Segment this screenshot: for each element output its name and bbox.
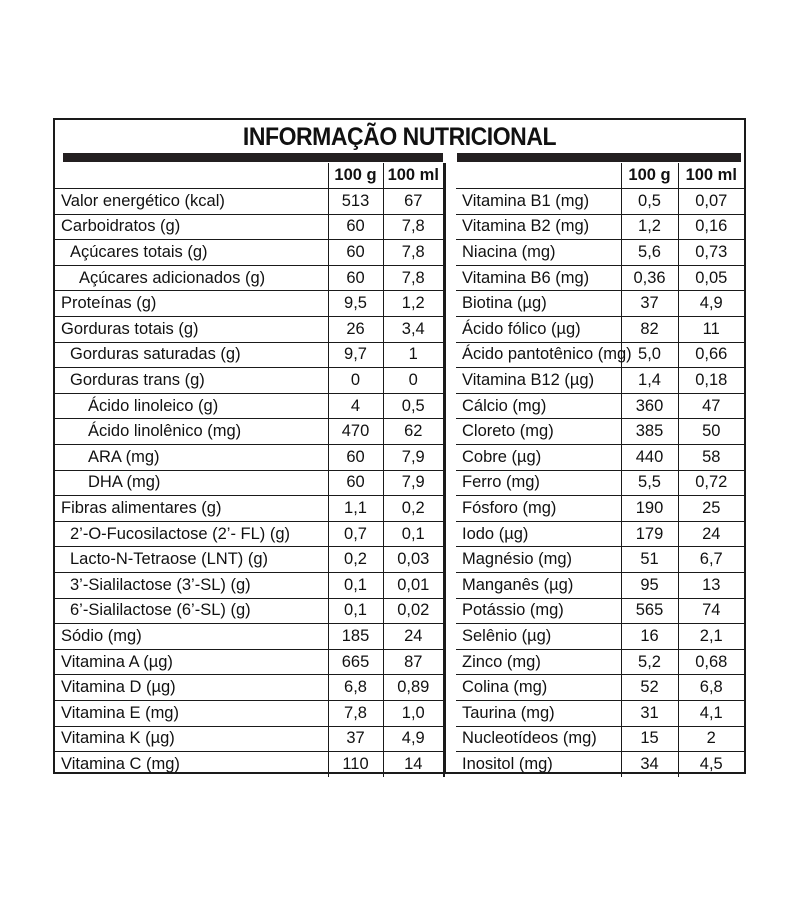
value-100g: 37 (328, 726, 383, 752)
nutrient-name: 2’-O-Fucosilactose (2’- FL) (g) (55, 521, 328, 547)
nutrient-name: Zinco (mg) (456, 649, 621, 675)
nutrient-name: Vitamina C (mg) (55, 752, 328, 778)
value-100g: 0 (328, 368, 383, 394)
value-100ml: 50 (678, 419, 744, 445)
table-row (55, 317, 444, 343)
nutrient-name: 3’-Sialilactose (3’-SL) (g) (55, 573, 328, 599)
table-row (55, 189, 444, 215)
table-row (55, 598, 444, 624)
value-100ml: 87 (383, 649, 444, 675)
nutrient-name: Açúcares totais (g) (55, 240, 328, 266)
value-100ml: 0,66 (678, 342, 744, 368)
value-100g: 9,7 (328, 342, 383, 368)
value-100ml: 13 (678, 573, 744, 599)
table-row (55, 214, 444, 240)
nutrient-name: Carboidratos (g) (55, 214, 328, 240)
value-100ml: 24 (383, 624, 444, 650)
nutrient-name: Vitamina B1 (mg) (456, 189, 621, 215)
value-100ml: 1,0 (383, 700, 444, 726)
nutrient-name: Vitamina K (µg) (55, 726, 328, 752)
table-row (456, 700, 744, 726)
value-100g: 16 (621, 624, 678, 650)
nutrient-name: Valor energético (kcal) (55, 189, 328, 215)
nutrient-name: Magnésio (mg) (456, 547, 621, 573)
nutrient-name: Iodo (µg) (456, 521, 621, 547)
header-100ml: 100 ml (383, 163, 444, 189)
nutrient-name: Fibras alimentares (g) (55, 496, 328, 522)
value-100g: 60 (328, 470, 383, 496)
value-100g: 0,7 (328, 521, 383, 547)
table-row (456, 419, 744, 445)
value-100g: 34 (621, 752, 678, 778)
nutrient-name: Gorduras totais (g) (55, 317, 328, 343)
nutrient-name: Inositol (mg) (456, 752, 621, 778)
nutrient-name: Ácido linoleico (g) (55, 393, 328, 419)
value-100g: 5,6 (621, 240, 678, 266)
nutrient-name: Cobre (µg) (456, 445, 621, 471)
nutrient-name: 6’-Sialilactose (6’-SL) (g) (55, 598, 328, 624)
table-row (55, 700, 444, 726)
nutrient-name: Cálcio (mg) (456, 393, 621, 419)
nutrient-name: Vitamina E (mg) (55, 700, 328, 726)
value-100ml: 11 (678, 317, 744, 343)
value-100g: 5,5 (621, 470, 678, 496)
value-100ml: 0,03 (383, 547, 444, 573)
value-100g: 31 (621, 700, 678, 726)
table-row (55, 752, 444, 778)
value-100ml: 0,02 (383, 598, 444, 624)
value-100g: 26 (328, 317, 383, 343)
value-100ml: 0,07 (678, 189, 744, 215)
value-100ml: 7,8 (383, 265, 444, 291)
nutrient-name: Ácido fólico (µg) (456, 317, 621, 343)
table-row (456, 598, 744, 624)
value-100g: 1,1 (328, 496, 383, 522)
table-row (456, 240, 744, 266)
value-100ml: 67 (383, 189, 444, 215)
value-100g: 7,8 (328, 700, 383, 726)
table-header-row (456, 163, 744, 189)
nutrient-name: Gorduras saturadas (g) (55, 342, 328, 368)
nutrient-name: Sódio (mg) (55, 624, 328, 650)
nutrient-name: ARA (mg) (55, 445, 328, 471)
nutrient-name: Proteínas (g) (55, 291, 328, 317)
table-row (456, 214, 744, 240)
table-row (456, 675, 744, 701)
value-100ml: 6,7 (678, 547, 744, 573)
value-100g: 5,2 (621, 649, 678, 675)
value-100ml: 24 (678, 521, 744, 547)
nutrient-name: Taurina (mg) (456, 700, 621, 726)
value-100ml: 4,9 (678, 291, 744, 317)
nutrient-name: Ácido pantotênico (mg) (456, 342, 621, 368)
table-row (55, 445, 444, 471)
value-100ml: 0,89 (383, 675, 444, 701)
value-100ml: 3,4 (383, 317, 444, 343)
table-row (55, 573, 444, 599)
table-row (55, 624, 444, 650)
value-100ml: 6,8 (678, 675, 744, 701)
table-row (55, 342, 444, 368)
nutrient-name: Vitamina B12 (µg) (456, 368, 621, 394)
value-100ml: 7,9 (383, 445, 444, 471)
table-row (456, 291, 744, 317)
table-row (55, 291, 444, 317)
nutrient-name: Vitamina B6 (mg) (456, 265, 621, 291)
value-100g: 513 (328, 189, 383, 215)
nutrient-name: Ácido linolênico (mg) (55, 419, 328, 445)
table-row (55, 265, 444, 291)
table-row (55, 726, 444, 752)
value-100g: 565 (621, 598, 678, 624)
value-100ml: 0,18 (678, 368, 744, 394)
table-row (55, 496, 444, 522)
table-row (456, 649, 744, 675)
value-100g: 5,0 (621, 342, 678, 368)
nutrient-name: Açúcares adicionados (g) (55, 265, 328, 291)
table-row (456, 393, 744, 419)
value-100ml: 74 (678, 598, 744, 624)
value-100g: 15 (621, 726, 678, 752)
table-row (456, 368, 744, 394)
nutrient-name: Nucleotídeos (mg) (456, 726, 621, 752)
table-row (456, 470, 744, 496)
value-100g: 52 (621, 675, 678, 701)
value-100g: 179 (621, 521, 678, 547)
table-row (456, 547, 744, 573)
nutrition-table-right (456, 163, 744, 777)
value-100ml: 0,2 (383, 496, 444, 522)
nutrient-name: Vitamina A (µg) (55, 649, 328, 675)
value-100ml: 0,01 (383, 573, 444, 599)
value-100ml: 0,72 (678, 470, 744, 496)
header-100ml: 100 ml (678, 163, 744, 189)
value-100g: 360 (621, 393, 678, 419)
nutrition-table-left (55, 163, 445, 777)
value-100ml: 0,05 (678, 265, 744, 291)
nutrient-name: Cloreto (mg) (456, 419, 621, 445)
table-row (55, 419, 444, 445)
value-100ml: 7,9 (383, 470, 444, 496)
value-100ml: 2,1 (678, 624, 744, 650)
value-100g: 190 (621, 496, 678, 522)
value-100ml: 4,9 (383, 726, 444, 752)
value-100ml: 47 (678, 393, 744, 419)
value-100g: 9,5 (328, 291, 383, 317)
table-row (55, 649, 444, 675)
value-100g: 6,8 (328, 675, 383, 701)
table-row (456, 624, 744, 650)
value-100ml: 7,8 (383, 214, 444, 240)
header-100g: 100 g (328, 163, 383, 189)
value-100g: 1,2 (621, 214, 678, 240)
nutrient-name: Colina (mg) (456, 675, 621, 701)
nutrient-name: DHA (mg) (55, 470, 328, 496)
nutrient-name: Biotina (µg) (456, 291, 621, 317)
panel-title: INFORMAÇÃO NUTRICIONAL (242, 123, 557, 151)
nutrient-name: Manganês (µg) (456, 573, 621, 599)
value-100ml: 2 (678, 726, 744, 752)
value-100g: 385 (621, 419, 678, 445)
value-100g: 1,4 (621, 368, 678, 394)
value-100g: 60 (328, 265, 383, 291)
nutrient-name: Selênio (µg) (456, 624, 621, 650)
table-row (456, 752, 744, 778)
value-100ml: 0,73 (678, 240, 744, 266)
header-100g: 100 g (621, 163, 678, 189)
value-100g: 185 (328, 624, 383, 650)
value-100ml: 4,5 (678, 752, 744, 778)
table-header-row (55, 163, 444, 189)
nutrient-name: Niacina (mg) (456, 240, 621, 266)
table-row (456, 189, 744, 215)
nutrient-name: Vitamina D (µg) (55, 675, 328, 701)
table-row (456, 573, 744, 599)
nutrition-facts-panel (53, 118, 746, 774)
value-100ml: 62 (383, 419, 444, 445)
value-100ml: 7,8 (383, 240, 444, 266)
table-row (55, 368, 444, 394)
table-row (456, 265, 744, 291)
table-row (55, 521, 444, 547)
value-100ml: 1 (383, 342, 444, 368)
value-100g: 470 (328, 419, 383, 445)
nutrient-name: Lacto-N-Tetraose (LNT) (g) (55, 547, 328, 573)
value-100g: 0,1 (328, 573, 383, 599)
table-row (456, 496, 744, 522)
table-row (456, 445, 744, 471)
table-row (55, 547, 444, 573)
value-100ml: 14 (383, 752, 444, 778)
table-row (456, 726, 744, 752)
table-row (55, 240, 444, 266)
title-rule-left (63, 153, 443, 162)
value-100g: 95 (621, 573, 678, 599)
value-100g: 110 (328, 752, 383, 778)
value-100g: 60 (328, 240, 383, 266)
value-100ml: 4,1 (678, 700, 744, 726)
value-100g: 37 (621, 291, 678, 317)
table-row (456, 342, 744, 368)
nutrient-name: Vitamina B2 (mg) (456, 214, 621, 240)
table-row (55, 470, 444, 496)
nutrient-name: Ferro (mg) (456, 470, 621, 496)
table-row (456, 317, 744, 343)
title-rule-right (457, 153, 741, 162)
value-100g: 0,2 (328, 547, 383, 573)
nutrient-name: Fósforo (mg) (456, 496, 621, 522)
value-100ml: 0,68 (678, 649, 744, 675)
value-100g: 0,1 (328, 598, 383, 624)
header-nutrient (55, 163, 328, 189)
value-100ml: 25 (678, 496, 744, 522)
value-100g: 0,36 (621, 265, 678, 291)
header-nutrient (456, 163, 621, 189)
table-row (55, 675, 444, 701)
value-100g: 0,5 (621, 189, 678, 215)
value-100g: 4 (328, 393, 383, 419)
value-100ml: 58 (678, 445, 744, 471)
value-100g: 665 (328, 649, 383, 675)
value-100ml: 0 (383, 368, 444, 394)
value-100g: 60 (328, 445, 383, 471)
value-100g: 82 (621, 317, 678, 343)
value-100ml: 0,16 (678, 214, 744, 240)
table-row (456, 521, 744, 547)
value-100ml: 1,2 (383, 291, 444, 317)
nutrient-name: Potássio (mg) (456, 598, 621, 624)
value-100g: 440 (621, 445, 678, 471)
value-100g: 51 (621, 547, 678, 573)
nutrient-name: Gorduras trans (g) (55, 368, 328, 394)
value-100g: 60 (328, 214, 383, 240)
value-100ml: 0,1 (383, 521, 444, 547)
table-row (55, 393, 444, 419)
value-100ml: 0,5 (383, 393, 444, 419)
